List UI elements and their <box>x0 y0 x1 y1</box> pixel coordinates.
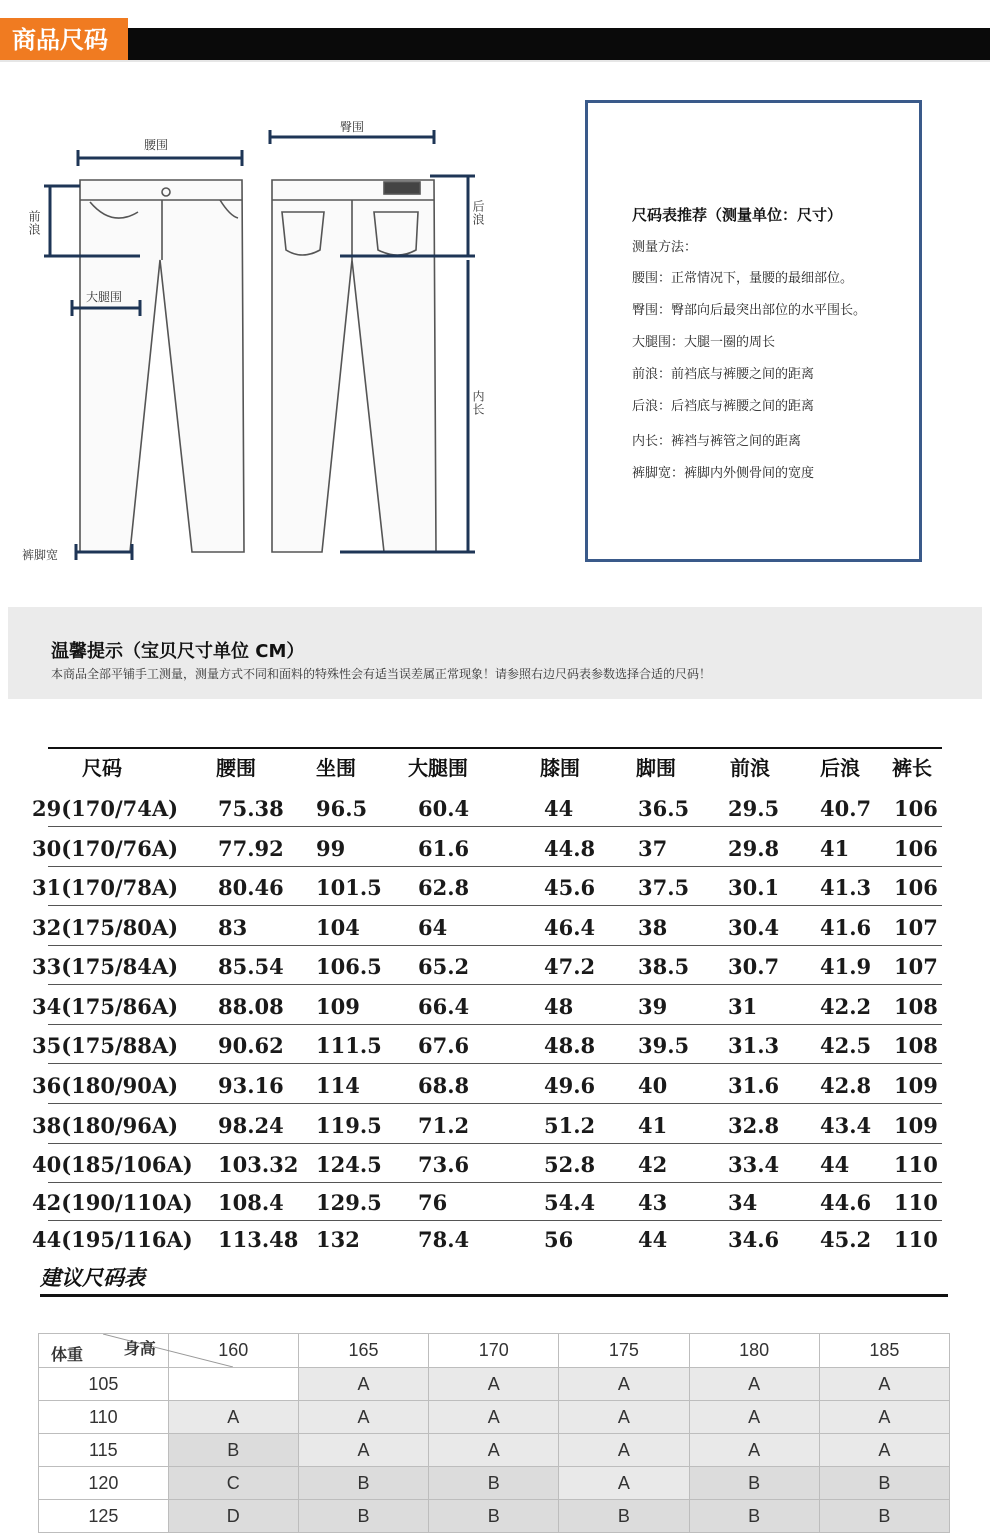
size-value-cell: 36.5 <box>638 796 690 821</box>
label-inseam: 内长 <box>471 390 485 416</box>
grid-cell: B <box>689 1500 819 1533</box>
grid-row <box>39 1467 950 1500</box>
grid-cell: A <box>298 1401 428 1434</box>
suggestion-rule <box>40 1294 948 1297</box>
size-value-cell: 106.5 <box>316 954 382 979</box>
grid-row <box>39 1368 950 1401</box>
weight-cell: 120 <box>39 1467 169 1500</box>
size-value-cell: 68.8 <box>418 1073 470 1098</box>
size-value-cell: 30.4 <box>728 915 780 940</box>
grid-cell: A <box>559 1467 689 1500</box>
size-value-cell: 44 <box>820 1152 850 1177</box>
label-waist: 腰围 <box>144 138 169 152</box>
size-value-cell: 39.5 <box>638 1033 690 1058</box>
size-value-cell: 56 <box>544 1227 574 1252</box>
size-value-cell: 109 <box>894 1073 938 1098</box>
size-code-cell: 36(180/90A) <box>32 1073 179 1098</box>
size-value-cell: 110 <box>894 1152 938 1177</box>
size-value-cell: 96.5 <box>316 796 368 821</box>
size-code-cell: 33(175/84A) <box>32 954 179 979</box>
size-value-cell: 107 <box>894 954 938 979</box>
size-code-cell: 42(190/110A) <box>32 1190 193 1215</box>
guide-line: 腰围：正常情况下，量腰的最细部位。 <box>632 271 854 286</box>
size-value-cell: 90.62 <box>218 1033 284 1058</box>
size-row <box>30 788 942 827</box>
size-value-cell: 30.1 <box>728 875 780 900</box>
guide-line: 裤脚宽：裤脚内外侧骨间的宽度 <box>632 466 815 481</box>
size-value-cell: 73.6 <box>418 1152 470 1177</box>
grid-cell: A <box>819 1368 949 1401</box>
size-value-cell: 37 <box>638 836 668 861</box>
height-col: 185 <box>819 1334 949 1368</box>
grid-cell: A <box>689 1401 819 1434</box>
size-value-cell: 34.6 <box>728 1227 780 1252</box>
size-value-cell: 103.32 <box>218 1152 299 1177</box>
size-value-cell: 42.2 <box>820 994 872 1019</box>
size-value-cell: 66.4 <box>418 994 470 1019</box>
label-leg-opening: 裤脚宽 <box>22 548 59 562</box>
size-value-cell: 31.3 <box>728 1033 780 1058</box>
size-value-cell: 109 <box>316 994 360 1019</box>
row-divider <box>48 1103 942 1104</box>
size-value-cell: 85.54 <box>218 954 284 979</box>
size-value-cell: 106 <box>894 796 938 821</box>
measurement-guide <box>585 100 922 562</box>
size-value-cell: 93.16 <box>218 1073 284 1098</box>
size-code-cell: 31(170/78A) <box>32 875 179 900</box>
header-divider <box>0 60 990 62</box>
header-bar <box>0 28 990 60</box>
size-row <box>30 867 942 906</box>
label-front-rise: 前浪 <box>27 210 41 236</box>
size-code-cell: 38(180/96A) <box>32 1113 179 1138</box>
height-col: 175 <box>559 1334 689 1368</box>
size-value-cell: 113.48 <box>218 1227 299 1252</box>
size-value-cell: 31.6 <box>728 1073 780 1098</box>
grid-cell: B <box>559 1500 689 1533</box>
size-value-cell: 39 <box>638 994 668 1019</box>
grid-cell: B <box>298 1467 428 1500</box>
size-value-cell: 41 <box>820 836 850 861</box>
grid-cell: B <box>298 1500 428 1533</box>
size-header: 尺码 <box>82 756 122 780</box>
size-code-cell: 32(175/80A) <box>32 915 179 940</box>
size-row <box>30 1219 942 1258</box>
grid-cell: A <box>559 1368 689 1401</box>
size-value-cell: 108.4 <box>218 1190 284 1215</box>
tip-panel <box>8 607 982 699</box>
grid-cell: B <box>168 1434 298 1467</box>
size-value-cell: 43 <box>638 1190 668 1215</box>
guide-line: 前浪：前裆底与裤腰之间的距离 <box>632 367 815 382</box>
size-value-cell: 83 <box>218 915 248 940</box>
guide-title: 尺码表推荐（测量单位：尺寸） <box>632 206 843 224</box>
pants-diagram <box>0 100 560 570</box>
grid-cell: A <box>298 1368 428 1401</box>
label-hip: 臀围 <box>340 120 365 134</box>
grid-row <box>39 1500 950 1533</box>
grid-cell: B <box>429 1500 559 1533</box>
size-value-cell: 33.4 <box>728 1152 780 1177</box>
size-value-cell: 54.4 <box>544 1190 596 1215</box>
size-value-cell: 52.8 <box>544 1152 596 1177</box>
size-value-cell: 61.6 <box>418 836 470 861</box>
grid-row <box>39 1434 950 1467</box>
size-value-cell: 80.46 <box>218 875 284 900</box>
guide-line: 大腿围：大腿一圈的周长 <box>632 335 776 350</box>
size-value-cell: 46.4 <box>544 915 596 940</box>
size-value-cell: 29.5 <box>728 796 780 821</box>
size-code-cell: 35(175/88A) <box>32 1033 179 1058</box>
size-value-cell: 48 <box>544 994 574 1019</box>
grid-cell: A <box>819 1401 949 1434</box>
section-title: 商品尺码 <box>0 18 128 62</box>
size-value-cell: 45.2 <box>820 1227 872 1252</box>
corner-height-label: 身高 <box>123 1341 156 1358</box>
size-table-top-rule <box>48 747 942 749</box>
size-value-cell: 37.5 <box>638 875 690 900</box>
size-value-cell: 108 <box>894 994 938 1019</box>
size-value-cell: 45.6 <box>544 875 596 900</box>
size-value-cell: 43.4 <box>820 1113 872 1138</box>
guide-line: 臀围：臀部向后最突出部位的水平围长。 <box>632 303 867 318</box>
height-col: 165 <box>298 1334 428 1368</box>
grid-cell: A <box>429 1401 559 1434</box>
row-divider <box>48 1063 942 1064</box>
size-code-cell: 30(170/76A) <box>32 836 179 861</box>
size-value-cell: 75.38 <box>218 796 284 821</box>
size-header: 后浪 <box>820 756 860 780</box>
size-header: 裤长 <box>892 756 932 780</box>
grid-cell: A <box>559 1401 689 1434</box>
grid-cell: B <box>689 1467 819 1500</box>
size-value-cell: 106 <box>894 836 938 861</box>
size-row <box>30 1025 942 1064</box>
size-value-cell: 64 <box>418 915 448 940</box>
size-row <box>30 1144 942 1183</box>
size-value-cell: 47.2 <box>544 954 596 979</box>
guide-line: 测量方法： <box>632 240 698 255</box>
size-row <box>30 946 942 985</box>
size-value-cell: 65.2 <box>418 954 470 979</box>
size-value-cell: 51.2 <box>544 1113 596 1138</box>
size-value-cell: 98.24 <box>218 1113 284 1138</box>
weight-cell: 125 <box>39 1500 169 1533</box>
size-value-cell: 32.8 <box>728 1113 780 1138</box>
grid-cell: A <box>298 1434 428 1467</box>
grid-header-row <box>39 1334 950 1368</box>
grid-cell: C <box>168 1467 298 1500</box>
size-value-cell: 129.5 <box>316 1190 382 1215</box>
label-thigh: 大腿围 <box>86 290 123 304</box>
size-value-cell: 41.9 <box>820 954 872 979</box>
size-code-cell: 44(195/116A) <box>32 1227 193 1252</box>
size-header: 坐围 <box>316 756 356 780</box>
grid-row <box>39 1401 950 1434</box>
weight-cell: 115 <box>39 1434 169 1467</box>
height-col: 180 <box>689 1334 819 1368</box>
size-value-cell: 132 <box>316 1227 360 1252</box>
size-value-cell: 34 <box>728 1190 758 1215</box>
weight-cell: 105 <box>39 1368 169 1401</box>
size-code-cell: 34(175/86A) <box>32 994 179 1019</box>
guide-line: 后浪：后裆底与裤腰之间的距离 <box>632 399 815 414</box>
size-value-cell: 44 <box>544 796 574 821</box>
grid-corner <box>39 1334 169 1368</box>
size-value-cell: 41.6 <box>820 915 872 940</box>
size-value-cell: 41 <box>638 1113 668 1138</box>
size-value-cell: 42.8 <box>820 1073 872 1098</box>
size-value-cell: 42 <box>638 1152 668 1177</box>
grid-cell: D <box>168 1500 298 1533</box>
size-header: 前浪 <box>730 756 770 780</box>
size-value-cell: 38.5 <box>638 954 690 979</box>
corner-weight-label: 体重 <box>51 1347 84 1364</box>
grid-cell: A <box>168 1401 298 1434</box>
grid-cell: A <box>559 1434 689 1467</box>
row-divider <box>48 984 942 985</box>
size-header: 大腿围 <box>408 756 468 780</box>
size-value-cell: 41.3 <box>820 875 872 900</box>
grid-cell: A <box>689 1434 819 1467</box>
size-value-cell: 77.92 <box>218 836 284 861</box>
size-value-cell: 111.5 <box>316 1033 382 1058</box>
size-value-cell: 42.5 <box>820 1033 872 1058</box>
grid-cell <box>168 1368 298 1401</box>
size-value-cell: 49.6 <box>544 1073 596 1098</box>
size-value-cell: 107 <box>894 915 938 940</box>
size-value-cell: 108 <box>894 1033 938 1058</box>
pants-illustration <box>0 100 560 570</box>
size-row <box>30 1182 942 1221</box>
size-value-cell: 76 <box>418 1190 448 1215</box>
size-code-cell: 40(185/106A) <box>32 1152 193 1177</box>
size-value-cell: 44 <box>638 1227 668 1252</box>
size-row <box>30 986 942 1025</box>
size-value-cell: 99 <box>316 836 346 861</box>
size-value-cell: 106 <box>894 875 938 900</box>
size-row <box>30 1065 942 1104</box>
row-divider <box>48 905 942 906</box>
guide-line: 内长：裤裆与裤管之间的距离 <box>632 434 802 449</box>
size-header: 脚围 <box>636 756 676 780</box>
size-value-cell: 40 <box>638 1073 668 1098</box>
size-value-cell: 40.7 <box>820 796 872 821</box>
grid-cell: A <box>429 1368 559 1401</box>
size-value-cell: 124.5 <box>316 1152 382 1177</box>
size-code-cell: 29(170/74A) <box>32 796 179 821</box>
grid-cell: A <box>819 1434 949 1467</box>
size-value-cell: 44.8 <box>544 836 596 861</box>
height-col: 170 <box>429 1334 559 1368</box>
size-header: 膝围 <box>540 756 580 780</box>
grid-cell: B <box>819 1467 949 1500</box>
size-value-cell: 114 <box>316 1073 360 1098</box>
size-value-cell: 104 <box>316 915 360 940</box>
size-value-cell: 78.4 <box>418 1227 470 1252</box>
grid-cell: B <box>819 1500 949 1533</box>
size-value-cell: 30.7 <box>728 954 780 979</box>
size-value-cell: 60.4 <box>418 796 470 821</box>
size-row <box>30 907 942 946</box>
size-value-cell: 71.2 <box>418 1113 470 1138</box>
size-value-cell: 31 <box>728 994 758 1019</box>
grid-cell: A <box>429 1434 559 1467</box>
label-back-rise: 后浪 <box>471 200 485 226</box>
tip-title: 温馨提示（宝贝尺寸单位 CM） <box>51 641 305 662</box>
size-header: 腰围 <box>216 756 256 780</box>
size-row <box>30 1105 942 1144</box>
size-value-cell: 44.6 <box>820 1190 872 1215</box>
size-value-cell: 38 <box>638 915 668 940</box>
size-value-cell: 62.8 <box>418 875 470 900</box>
size-value-cell: 48.8 <box>544 1033 596 1058</box>
size-value-cell: 88.08 <box>218 994 284 1019</box>
size-value-cell: 109 <box>894 1113 938 1138</box>
tip-text: 本商品全部平铺手工测量，测量方式不同和面料的特殊性会有适当误差属正常现象！请参照右边尺码表参数选择合适的尺码！ <box>51 667 712 681</box>
size-value-cell: 119.5 <box>316 1113 382 1138</box>
size-value-cell: 110 <box>894 1227 938 1252</box>
grid-cell: B <box>429 1467 559 1500</box>
grid-cell: A <box>689 1368 819 1401</box>
suggestion-title: 建议尺码表 <box>40 1266 145 1290</box>
row-divider <box>48 826 942 827</box>
suggestion-grid <box>38 1333 950 1533</box>
size-value-cell: 101.5 <box>316 875 382 900</box>
size-value-cell: 29.8 <box>728 836 780 861</box>
size-value-cell: 110 <box>894 1190 938 1215</box>
height-col: 160 <box>168 1334 298 1368</box>
size-row <box>30 828 942 867</box>
size-value-cell: 67.6 <box>418 1033 470 1058</box>
weight-cell: 110 <box>39 1401 169 1434</box>
